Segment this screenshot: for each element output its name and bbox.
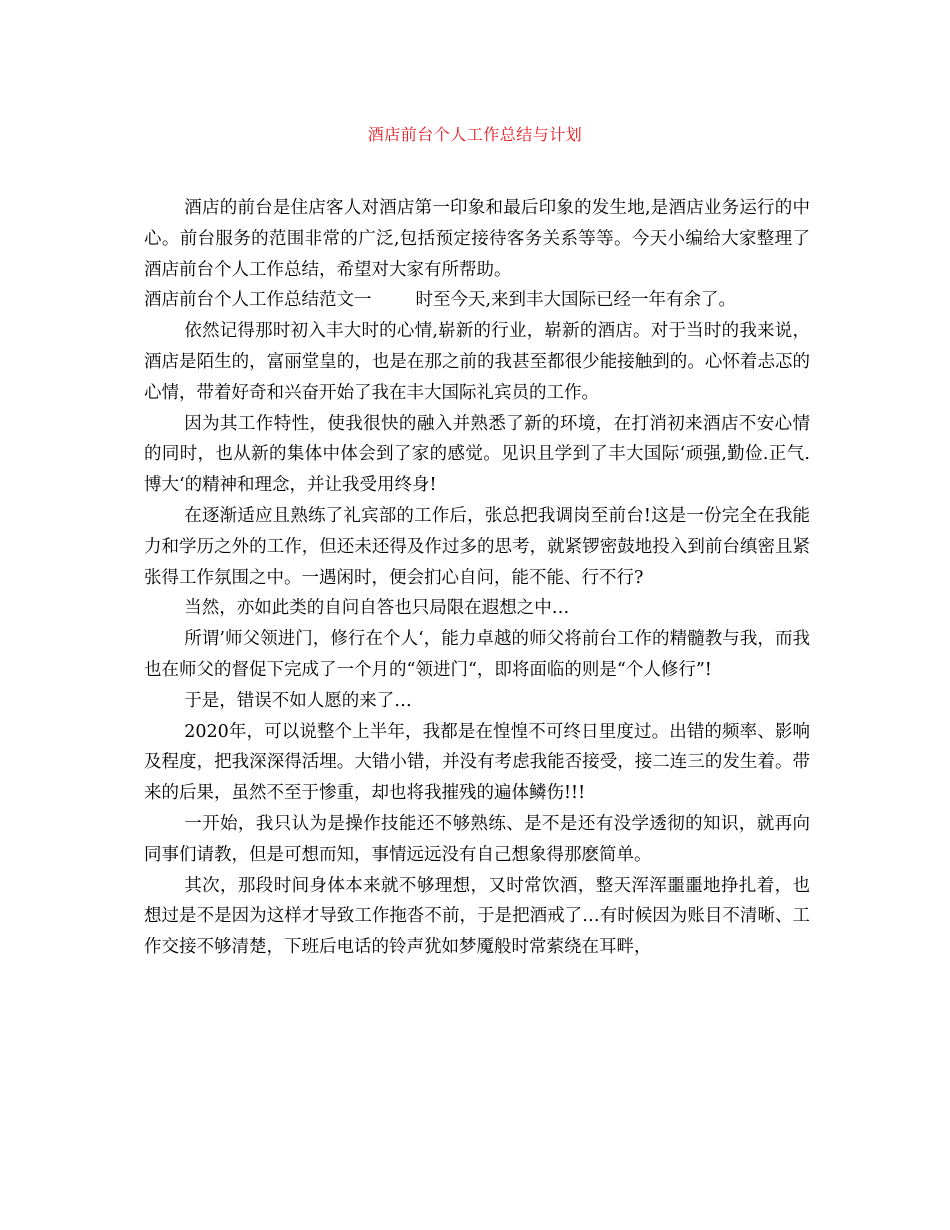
paragraph-intro: 酒店的前台是住店客人对酒店第一印象和最后印象的发生地,是酒店业务运行的中心。前台服务的范围非常的广泛,包括预定接待客务关系等等。今天小编给大家整理了酒店前台个人工作总结，希望对大家有所帮助。 <box>144 198 810 280</box>
paragraph: 因为其工作特性，使我很快的融入并熟悉了新的环境，在打消初来酒店不安心情的同时，也从新的集体中体会到了家的感觉。见识且学到了丰大国际‘顽强,勤俭.正气.博大‘的精神和理念，并让我受用终身! <box>144 413 810 496</box>
section-heading-line <box>144 285 810 316</box>
paragraph: 2020年，可以说整个上半年，我都是在惶惶不可终日里度过。出错的频率、影响及程度，把我深深得活埋。大错小错，并没有考虑我能否接受，接二连三的发生着。带来的后果，虽然不至于惨重，却也将我摧残的遍体鳞伤!!! <box>144 721 810 804</box>
paragraph: 其次，那段时间身体本来就不够理想，又时常饮酒，整天浑浑噩噩地挣扎着，也想过是不是因为这样才导致工作拖沓不前，于是把酒戒了…有时候因为账目不清晰、工作交接不够清楚，下班后电话的铃声犹如梦魇般时常萦绕在耳畔， <box>144 875 810 958</box>
paragraph: 于是，错误不如人愿的来了… <box>184 690 412 711</box>
paragraph: 所谓’师父领进门，修行在个人‘，能力卓越的师父将前台工作的精髓教与我，而我也在师父的督促下完成了一个月的“领进门“，即将面临的则是“个人修行”! <box>144 629 810 680</box>
section-heading: 酒店前台个人工作总结范文一 <box>144 290 372 311</box>
document-body <box>144 193 810 963</box>
paragraph: 当然，亦如此类的自问自答也只局限在遐想之中… <box>184 598 570 619</box>
document-title: 酒店前台个人工作总结与计划 <box>367 125 583 144</box>
paragraph: 一开始，我只认为是操作技能还不够熟练、是不是还有没学透彻的知识，就再向同事们请教，但是可想而知，事情远远没有自己想象得那麽简单。 <box>144 813 810 865</box>
paragraph: 在逐渐适应且熟练了礼宾部的工作后，张总把我调岗至前台!这是一份完全在我能力和学历之外的工作，但还未还得及作过多的思考，就紧锣密鼓地投入到前台缜密且紧张得工作氛围之中。一遇闲时，便会扪心自问，能不能、行不行? <box>144 505 810 588</box>
paragraph: 依然记得那时初入丰大时的心情,崭新的行业，崭新的酒店。对于当时的我来说，酒店是陌生的，富丽堂皇的，也是在那之前的我甚至都很少能接触到的。心怀着忐忑的心情，带着好奇和兴奋开始了我在丰大国际礼宾员的工作。 <box>144 321 810 403</box>
section-intro: 时至今天,来到丰大国际已经一年有余了。 <box>415 290 737 311</box>
